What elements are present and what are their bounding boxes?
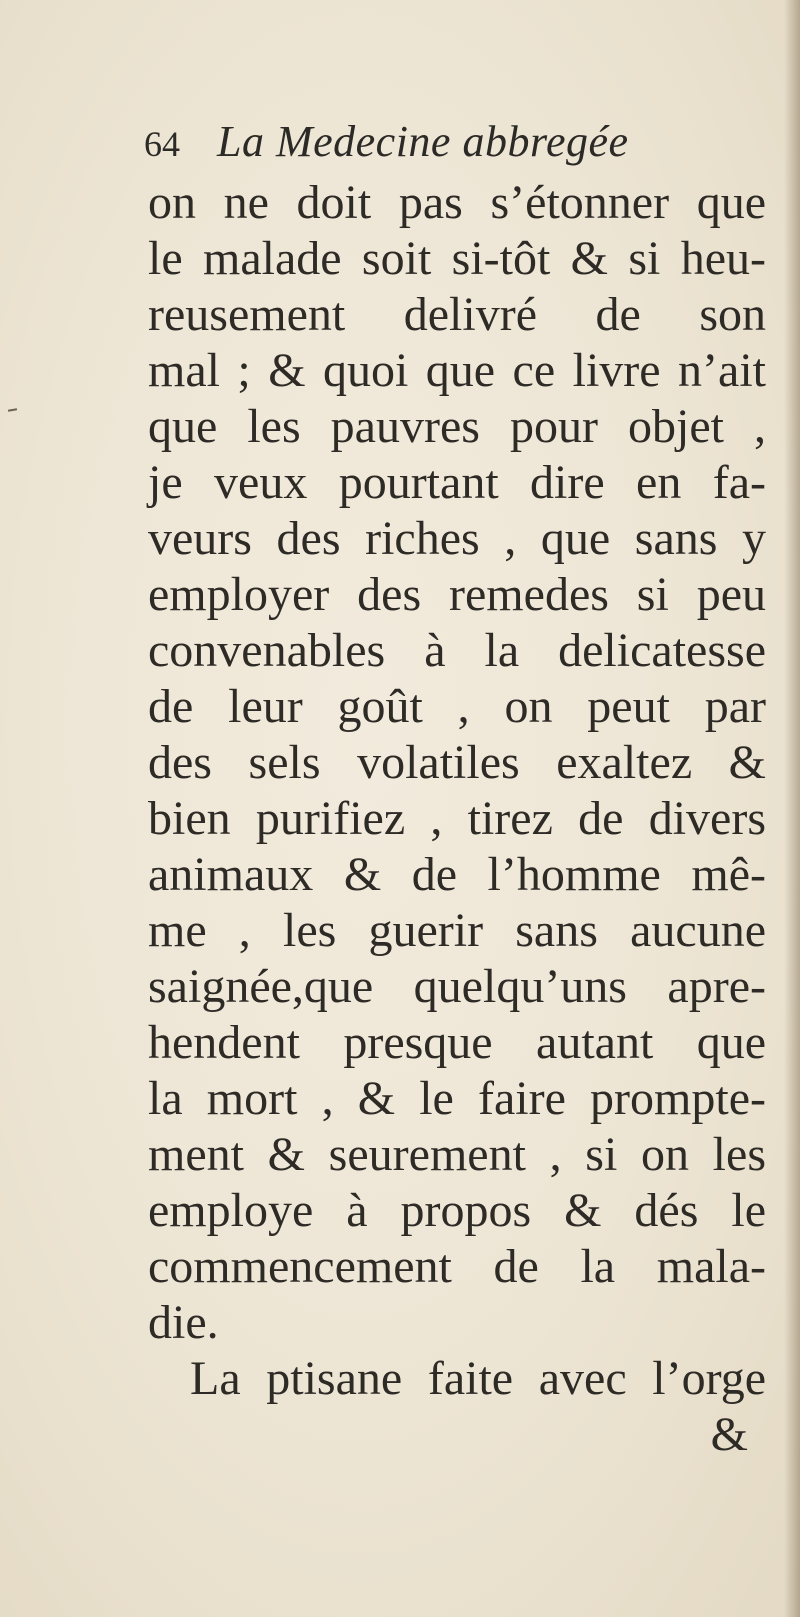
text-line: je veux pourtant dire en fa-: [148, 456, 766, 509]
paragraph-first-line: La ptisane faite avec l’orge: [190, 1352, 766, 1405]
binding-shadow: [784, 0, 800, 1617]
text-line: convenables à la delicatesse: [148, 624, 766, 677]
text-block: [148, 175, 766, 1463]
text-line: employe à propos & dés le: [148, 1184, 766, 1237]
margin-mark: [8, 408, 17, 412]
text-line: animaux & de l’homme mê-: [148, 848, 766, 901]
text-line: veurs des riches , que sans y: [148, 512, 766, 565]
text-line: saignée,que quelqu’uns apre-: [148, 960, 766, 1013]
page-number: 64: [144, 124, 180, 164]
text-line: la mort , & le faire prompte-: [148, 1072, 766, 1125]
text-line: mal ; & quoi que ce livre n’ait: [148, 344, 766, 397]
text-line: reusement delivré de son: [148, 288, 766, 341]
text-line: hendent presque autant que: [148, 1016, 766, 1069]
text-line: que les pauvres pour objet ,: [148, 400, 766, 453]
catchword: &: [710, 1408, 748, 1461]
paragraph-last-line: die.: [148, 1296, 219, 1349]
text-line: des sels volatiles exaltez &: [148, 736, 766, 789]
text-line: ment & seurement , si on les: [148, 1128, 766, 1181]
text-line: le malade soit si-tôt & si heu-: [148, 232, 766, 285]
running-header: [144, 113, 629, 171]
text-line: bien purifiez , tirez de divers: [148, 792, 766, 845]
text-line: on ne doit pas s’étonner que: [148, 176, 766, 229]
text-line: employer des remedes si peu: [148, 568, 766, 621]
running-title: La Medecine abbregée: [217, 117, 629, 166]
text-line: commencement de la mala-: [148, 1240, 766, 1293]
text-line: me , les guerir sans aucune: [148, 904, 766, 957]
text-line: de leur goût , on peut par: [148, 680, 766, 733]
